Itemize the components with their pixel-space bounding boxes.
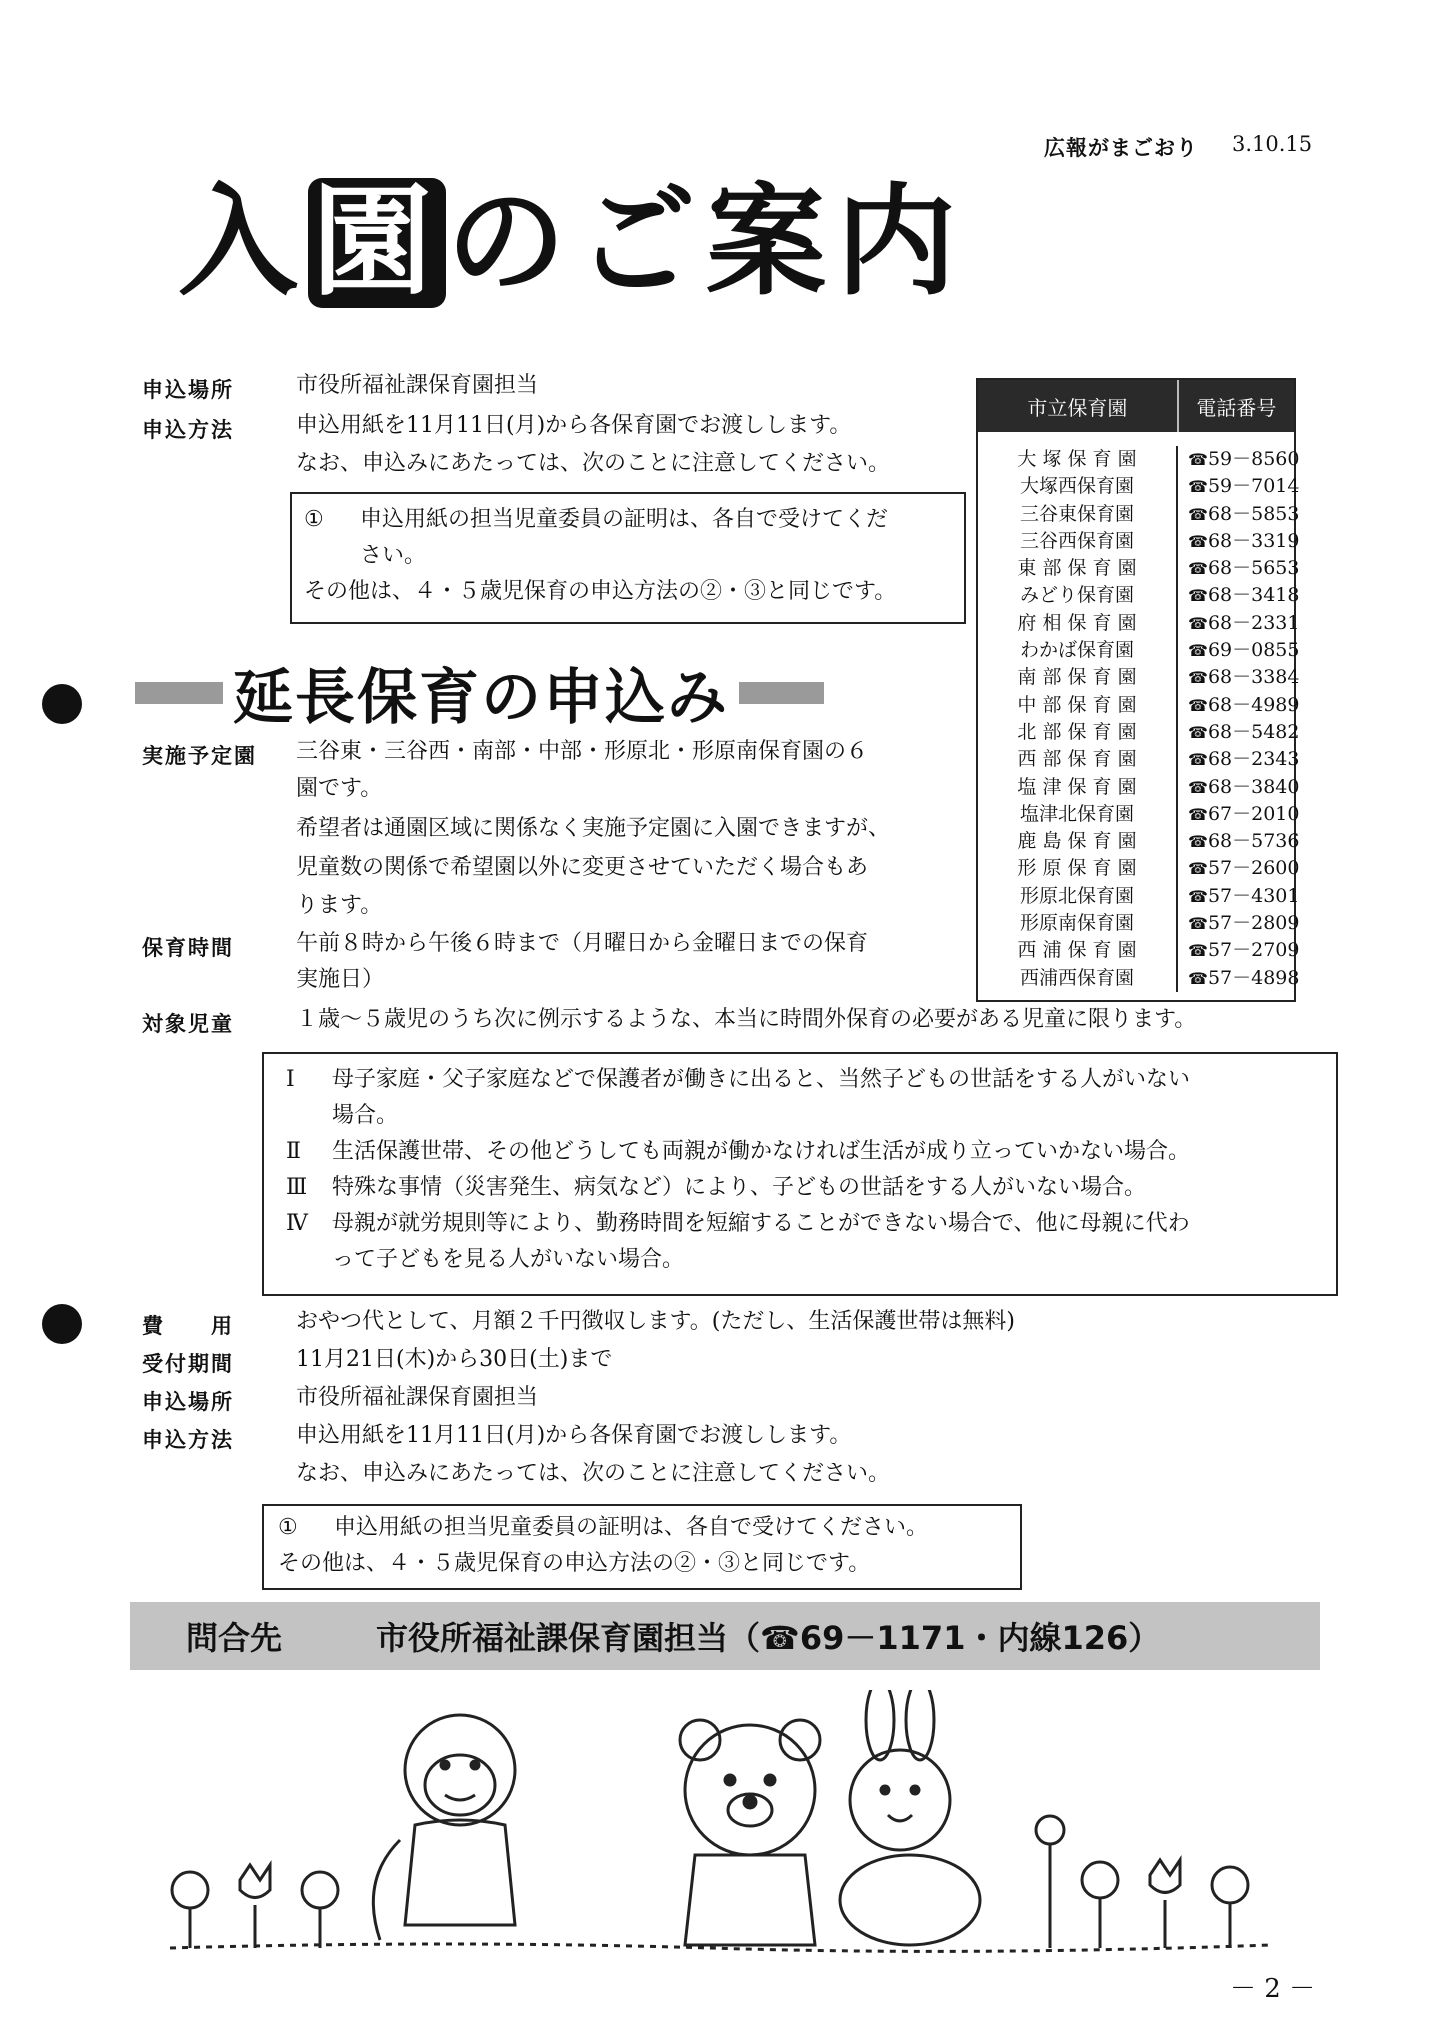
case-item [286, 1062, 1316, 1134]
title-bar-left [135, 682, 223, 704]
extended-method-line1: 申込用紙を11月11日(月)から各保育園でお渡しします。 [296, 1423, 852, 1448]
phone-icon: ☎ [1188, 477, 1208, 497]
phone-icon: ☎ [1188, 968, 1208, 988]
rabbit-icon [840, 1690, 980, 1945]
extended-method-line2: なお、申込みにあたっては、次のことに注意してください。 [296, 1461, 891, 1486]
phone-number-column [1178, 446, 1300, 992]
fee-text: おやつ代として、月額２千円徴収します。(ただし、生活保護世帯は無料) [296, 1309, 1015, 1334]
phone-number: 68－5653 [1207, 557, 1300, 580]
phone-icon: ☎ [1188, 695, 1208, 715]
period-label: 受付期間 [142, 1352, 234, 1376]
section-bullet [42, 684, 82, 724]
phone-icon: ☎ [1188, 504, 1208, 524]
admission-note-number: ① [304, 507, 324, 532]
extended-note-line1: 申込用紙の担当児童委員の証明は、各自で受けてください。 [334, 1515, 929, 1540]
phone-icon: ☎ [1188, 914, 1208, 934]
nursery-name: 西 部 保 育 園 [1017, 748, 1137, 771]
phone-number-row [1188, 965, 1300, 992]
phone-icon: ☎ [1188, 750, 1208, 770]
section-title-text: 延長保育の申込み [233, 663, 729, 733]
phone-number-row [1188, 937, 1300, 964]
phone-number-row [1188, 473, 1300, 500]
case-number: Ⅱ [286, 1139, 301, 1164]
case-number: Ⅳ [286, 1211, 308, 1236]
case-item [286, 1170, 1316, 1206]
admission-note-box [290, 492, 966, 624]
phone-number-row [1188, 855, 1300, 882]
section-bullet [42, 1304, 82, 1344]
title-part-1: 入 [178, 173, 308, 312]
page-title [178, 168, 966, 318]
nursery-name-column [978, 446, 1178, 992]
nursery-name: 塩 津 保 育 園 [1017, 775, 1137, 798]
phone-number: 68－3840 [1207, 775, 1300, 798]
planned-line1: 三谷東・三谷西・南部・中部・形原北・形原南保育園の６ [296, 739, 869, 764]
hours-line1: 午前８時から午後６時まで（月曜日から金曜日までの保育 [296, 931, 869, 956]
nursery-name: 西 浦 保 育 園 [1017, 939, 1137, 962]
nursery-name: 東 部 保 育 園 [1017, 557, 1137, 580]
phone-number: 57－2600 [1207, 857, 1300, 880]
phone-number-row [1188, 828, 1300, 855]
flower-icon [172, 1872, 208, 1948]
hours-label: 保育時間 [142, 936, 234, 960]
phone-number-row [1188, 719, 1300, 746]
phone-icon: ☎ [1188, 531, 1208, 551]
phone-icon: ☎ [1188, 859, 1208, 879]
nursery-name: 形 原 保 育 園 [1017, 857, 1137, 880]
extended-place-label: 申込場所 [142, 1390, 234, 1414]
nursery-name: 鹿 島 保 育 園 [1017, 830, 1137, 853]
phone-number: 57－2709 [1207, 939, 1300, 962]
phone-icon: ☎ [1188, 641, 1208, 661]
case-line1: 生活保護世帯、その他どうしても両親が働かなければ生活が成り立っていかない場合。 [332, 1139, 1191, 1164]
tulip-icon [240, 1865, 270, 1948]
phone-number-row [1188, 910, 1300, 937]
phone-number-row [1188, 774, 1300, 801]
phone-number: 57－2809 [1207, 912, 1300, 935]
fee-label: 費 用 [142, 1314, 234, 1338]
phone-number-row [1188, 637, 1300, 664]
table-header-nursery: 市立保育園 [978, 380, 1179, 432]
phone-icon: ☎ [1188, 832, 1208, 852]
table-header [978, 380, 1294, 432]
extended-method-label: 申込方法 [142, 1428, 234, 1452]
nursery-name: わかば保育園 [1019, 639, 1134, 662]
phone-number-row [1188, 555, 1300, 582]
case-line1: 母親が就労規則等により、勤務時間を短縮することができない場合で、他に母親に代わ [332, 1211, 1190, 1236]
phone-number: 68－5736 [1207, 830, 1300, 853]
section-title-extended-care [135, 648, 910, 738]
phone-number-row [1188, 801, 1300, 828]
phone-number-row [1188, 582, 1300, 609]
phone-number: 59－7014 [1207, 475, 1300, 498]
phone-icon: ☎ [1188, 777, 1208, 797]
nursery-name: 塩津北保育園 [1019, 802, 1134, 825]
table-header-phone: 電話番号 [1196, 395, 1277, 420]
admission-note-line2: さい。 [360, 543, 427, 568]
phone-number-row [1188, 610, 1300, 637]
phone-number: 68－3384 [1207, 666, 1300, 689]
contact-bar [130, 1602, 1320, 1670]
phone-number: 68－2331 [1207, 611, 1300, 634]
nursery-phone-table [976, 378, 1300, 1002]
extended-note-number: ① [278, 1515, 298, 1540]
phone-icon: ☎ [1188, 804, 1208, 824]
planned-line4: 児童数の関係で希望園以外に変更させていただく場合もあ [296, 855, 869, 880]
planned-line3: 希望者は通園区域に関係なく実施予定園に入園できますが、 [296, 816, 891, 841]
nursery-name: 中 部 保 育 園 [1017, 693, 1137, 716]
admission-method-line1: 申込用紙を11月11日(月)から各保育園でお渡しします。 [296, 413, 852, 438]
nursery-name: 形原南保育園 [1019, 912, 1134, 935]
flower-icon [1036, 1816, 1064, 1948]
phone-number: 59－8560 [1207, 448, 1300, 470]
phone-icon: ☎ [1188, 586, 1208, 606]
phone-icon: ☎ [1188, 559, 1208, 579]
animal-illustration [150, 1690, 1300, 1960]
nursery-name: 府 相 保 育 園 [1017, 611, 1137, 634]
planned-line2: 園です。 [296, 776, 383, 801]
case-number: Ⅰ [286, 1067, 295, 1092]
phone-icon: ☎ [1188, 668, 1208, 688]
phone-icon: ☎ [1188, 613, 1208, 633]
flower-icon [1212, 1867, 1248, 1948]
case-item [286, 1206, 1316, 1278]
phone-icon: ☎ [1188, 941, 1208, 961]
page-number: － 2 － [1230, 1974, 1316, 2004]
phone-number: 57－4301 [1207, 884, 1300, 907]
phone-number-row [1188, 692, 1300, 719]
phone-number-row [1188, 664, 1300, 691]
phone-icon: ☎ [1188, 722, 1208, 742]
phone-number-row [1188, 501, 1300, 528]
nursery-name: 北 部 保 育 園 [1017, 720, 1137, 743]
phone-number: 68－4989 [1207, 693, 1300, 716]
title-bar-right [739, 682, 824, 704]
planned-label: 実施予定園 [142, 744, 257, 768]
phone-number-row [1188, 446, 1300, 473]
contact-label: 問合先 [186, 1619, 283, 1657]
admission-note-line3: その他は、４・５歳児保育の申込方法の②・③と同じです。 [304, 579, 897, 604]
flower-icon [1082, 1862, 1118, 1948]
phone-icon: ☎ [1188, 450, 1208, 469]
extended-note-line2: その他は、４・５歳児保育の申込方法の②・③と同じです。 [278, 1551, 871, 1576]
phone-number: 68－3418 [1207, 584, 1300, 607]
hours-line2: 実施日） [296, 967, 385, 992]
nursery-name: みどり保育園 [1019, 584, 1134, 607]
admission-place-label: 申込場所 [142, 378, 234, 402]
target-label: 対象児童 [142, 1012, 234, 1036]
tulip-icon [1150, 1860, 1180, 1948]
nursery-name: 大 塚 保 育 園 [1017, 448, 1137, 470]
case-line1: 母子家庭・父子家庭などで保護者が働きに出ると、当然子どもの世話をする人がいない [332, 1067, 1191, 1092]
phone-number: 57－4898 [1207, 966, 1300, 989]
phone-number: 68－5853 [1207, 502, 1300, 525]
phone-number: 68－5482 [1207, 720, 1300, 743]
flower-icon [302, 1872, 338, 1948]
extended-place-text: 市役所福祉課保育園担当 [296, 1385, 539, 1410]
nursery-name: 西浦西保育園 [1019, 966, 1134, 989]
monkey-icon [373, 1715, 515, 1940]
admission-note-line1: 申込用紙の担当児童委員の証明は、各自で受けてくだ [360, 507, 889, 532]
nursery-name: 形原北保育園 [1019, 884, 1134, 907]
phone-icon: ☎ [1188, 886, 1208, 906]
phone-number: 69－0855 [1207, 639, 1300, 662]
title-part-3: のご案内 [446, 173, 966, 312]
extended-note-box [262, 1504, 1022, 1590]
phone-number-row [1188, 528, 1300, 555]
case-line2: って子どもを見る人がいない場合。 [332, 1247, 685, 1272]
phone-number: 68－3319 [1207, 529, 1300, 552]
cases-box [262, 1052, 1338, 1296]
nursery-name: 三谷西保育園 [1019, 529, 1134, 552]
nursery-name: 三谷東保育園 [1019, 502, 1134, 525]
admission-method-line2: なお、申込みにあたっては、次のことに注意してください。 [296, 451, 891, 476]
case-item [286, 1134, 1316, 1170]
title-part-2: 園 [308, 178, 446, 308]
bear-icon [680, 1720, 820, 1945]
phone-number: 67－2010 [1207, 802, 1300, 825]
case-line1: 特殊な事情（災害発生、病気など）により、子どもの世話をする人がいない場合。 [332, 1175, 1147, 1200]
phone-number-row [1188, 883, 1300, 910]
case-line2: 場合。 [332, 1103, 399, 1128]
case-number: Ⅲ [286, 1175, 308, 1200]
nursery-name: 南 部 保 育 園 [1017, 666, 1137, 689]
issue-date: 3.10.15 [1232, 132, 1313, 156]
admission-place: 市役所福祉課保育園担当 [296, 373, 539, 398]
period-text: 11月21日(木)から30日(土)まで [296, 1347, 613, 1372]
nursery-name: 大塚西保育園 [1019, 475, 1134, 498]
admission-method-label: 申込方法 [142, 418, 234, 442]
target-text: １歳～５歳児のうち次に例示するような、本当に時間外保育の必要がある児童に限ります。 [296, 1007, 1197, 1032]
planned-line5: ります。 [296, 893, 383, 918]
phone-number-row [1188, 746, 1300, 773]
contact-text: 市役所福祉課保育園担当（☎69－1171・内線126） [376, 1619, 1161, 1657]
phone-number: 68－2343 [1207, 748, 1300, 771]
publication-name: 広報がまごおり [1044, 136, 1198, 160]
